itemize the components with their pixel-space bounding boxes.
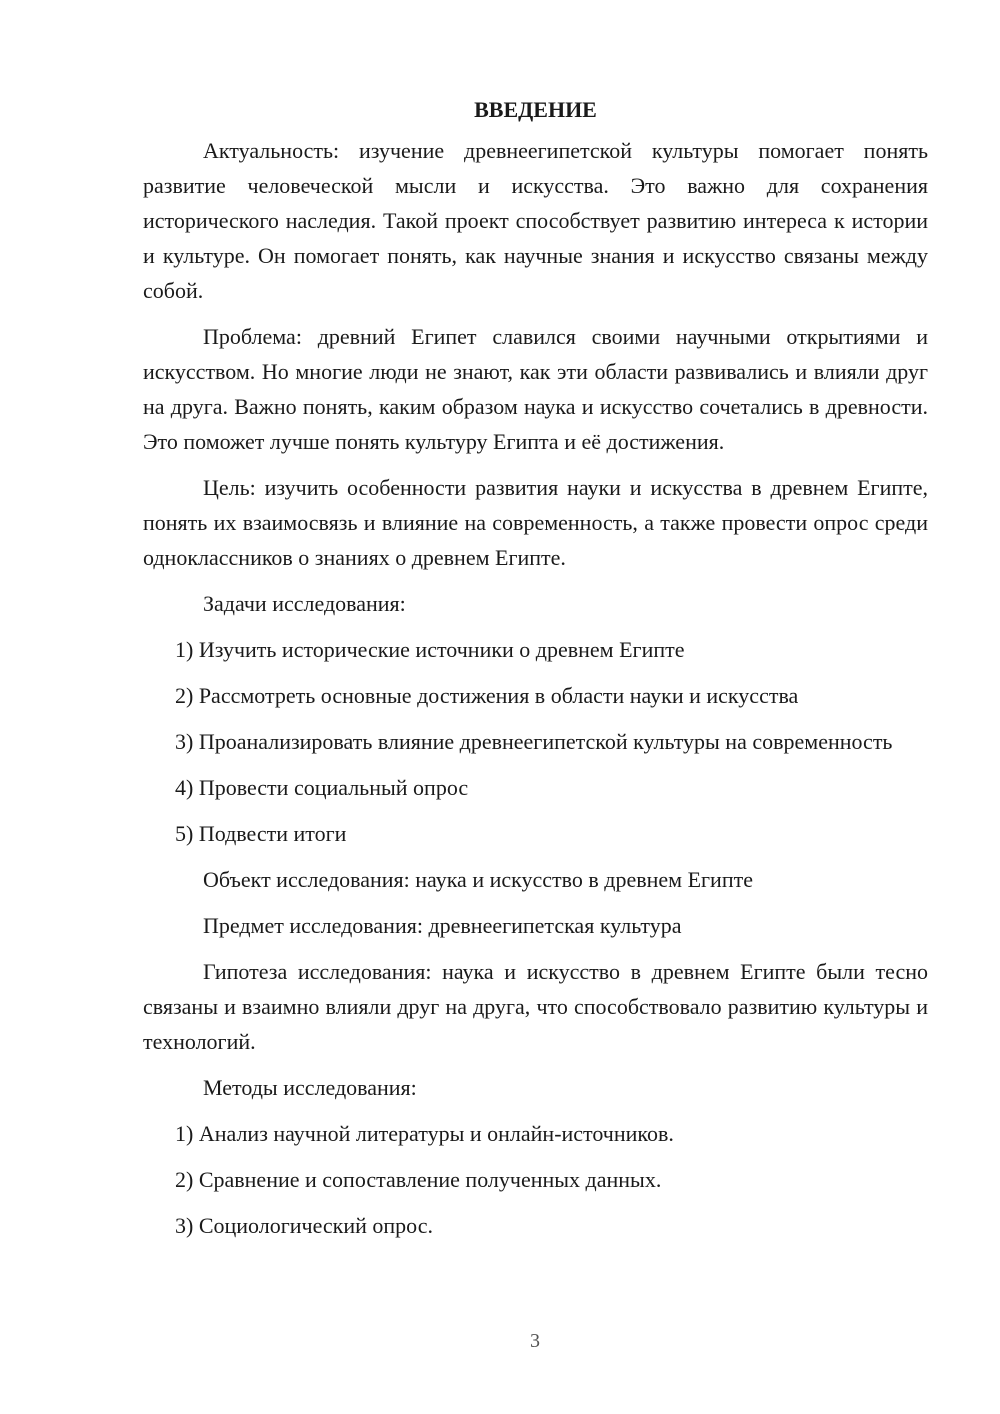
document-page	[143, 92, 928, 1254]
tasks-heading: Задачи исследования:	[203, 591, 406, 616]
task-item: 4) Провести социальный опрос	[175, 775, 469, 800]
task-item: 1) Изучить исторические источники о древнем Египте	[175, 637, 685, 662]
method-item: 3) Социологический опрос.	[175, 1213, 433, 1238]
paragraph-goal: Цель: изучить особенности развития науки и искусства в древнем Египте, понять их взаимосвязь и влияние на современность, а также провести опрос среди одноклассников о знаниях о древнем Египте.	[143, 475, 928, 570]
research-object: Объект исследования: наука и искусство в древнем Египте	[203, 867, 753, 892]
method-item: 1) Анализ научной литературы и онлайн-источников.	[175, 1121, 674, 1146]
task-item: 3) Проанализировать влияние древнеегипетской культуры на современность	[175, 729, 893, 754]
page-title: ВВЕДЕНИЕ	[474, 97, 597, 122]
paragraph-relevance: Актуальность: изучение древнеегипетской культуры помогает понять развитие человеческой мысли и искусства. Это важно для сохранения исторического наследия. Такой проект способствует развитию интереса к истории и культуре. Он помогает понять, как научные знания и искусство связаны между собой.	[143, 138, 928, 303]
method-item: 2) Сравнение и сопоставление полученных данных.	[175, 1167, 662, 1192]
research-subject: Предмет исследования: древнеегипетская культура	[203, 913, 682, 938]
task-item: 5) Подвести итоги	[175, 821, 347, 846]
methods-heading: Методы исследования:	[203, 1075, 417, 1100]
task-item: 2) Рассмотреть основные достижения в области науки и искусства	[175, 683, 799, 708]
paragraph-hypothesis: Гипотеза исследования: наука и искусство в древнем Египте были тесно связаны и взаимно влияли друг на друга, что способствовало развитию культуры и технологий.	[143, 959, 928, 1054]
page-number: 3	[530, 1330, 540, 1352]
paragraph-problem: Проблема: древний Египет славился своими научными открытиями и искусством. Но многие люди не знают, как эти области развивались и влияли друг на друга. Важно понять, каким образом наука и искусство сочетались в древности. Это поможет лучше понять культуру Египта и её достижения.	[143, 324, 928, 454]
